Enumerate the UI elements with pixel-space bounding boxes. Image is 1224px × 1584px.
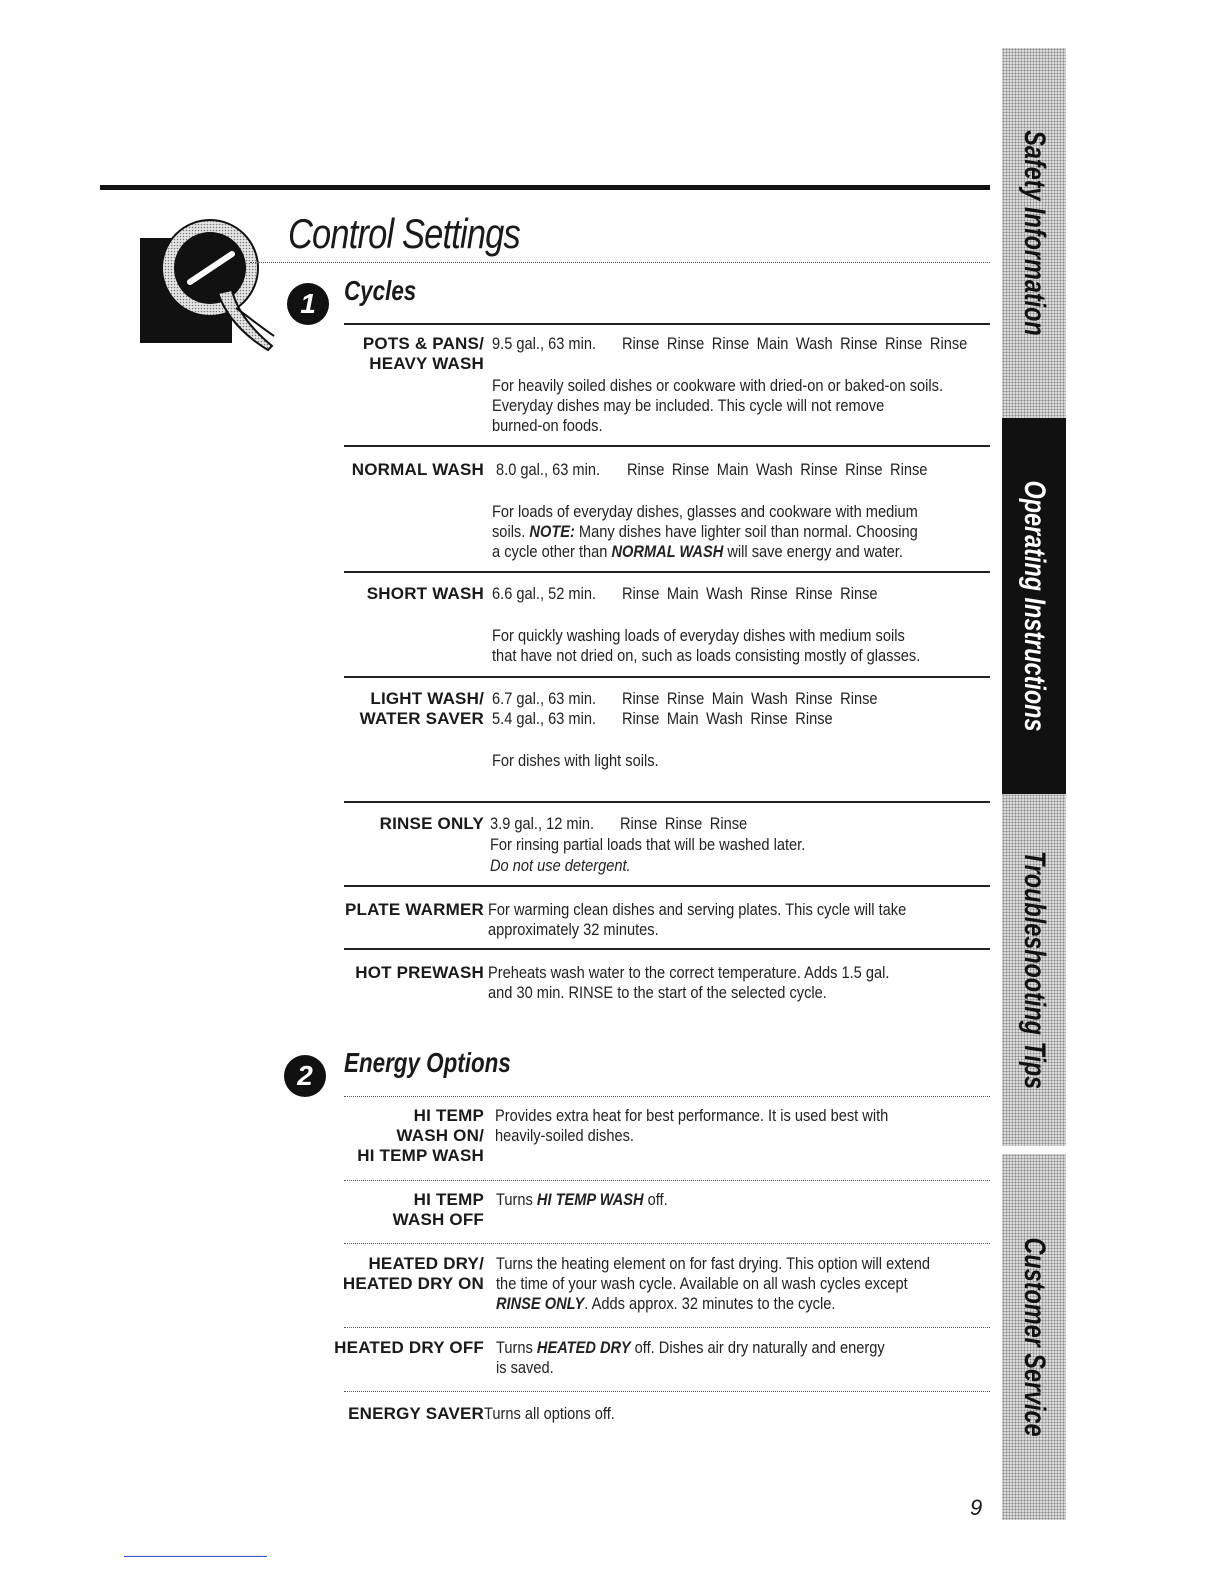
cycle-label-short-wash: SHORT WASH [366, 584, 484, 603]
cycle-description: For dishes with light soils. [492, 751, 659, 770]
option-label-energy-saver: ENERGY SAVER [348, 1404, 484, 1423]
cycle-steps: Rinse Rinse Rinse [620, 814, 748, 833]
divider [344, 948, 990, 950]
cycle-description: For warming clean dishes and serving plates. This cycle will take approximately 32 minutes. [488, 900, 907, 939]
divider [344, 445, 990, 447]
section-number-badge: 1 [287, 283, 329, 325]
tab-troubleshooting-tips[interactable]: Troubleshooting Tips [1002, 794, 1066, 1146]
cycle-steps: Rinse Rinse Main Wash Rinse Rinse Rinse [627, 460, 928, 479]
energy-options-heading: Energy Options [344, 1047, 511, 1078]
cycle-spec: 3.9 gal., 12 min. [490, 814, 595, 833]
tab-safety-information[interactable]: Safety Information [1002, 48, 1066, 418]
divider [344, 571, 990, 573]
cycle-label-plate-warmer: PLATE WARMER [344, 900, 484, 919]
cycle-spec: 6.7 gal., 63 min. [492, 689, 597, 708]
tab-operating-instructions[interactable]: Operating Instructions [1002, 418, 1066, 794]
divider [344, 323, 990, 325]
emphasis: HI TEMP WASH [536, 1190, 644, 1209]
cycle-steps: Rinse Main Wash Rinse Rinse Rinse [622, 584, 878, 603]
cycle-warning: Do not use detergent. [490, 856, 631, 875]
cycle-label-rinse-only: RINSE ONLY [379, 814, 484, 833]
divider [344, 885, 990, 887]
page-title: Control Settings [288, 210, 520, 257]
cycle-spec: 5.4 gal., 63 min. [492, 709, 597, 728]
cycle-label-pots-pans: POTS & PANS/ HEAVY WASH [362, 334, 484, 373]
option-label-heated-dry-on: HEATED DRY/ HEATED DRY ON [342, 1254, 484, 1293]
cycle-description: For quickly washing loads of everyday dishes with medium soils that have not dried on, such as loads consisting mostly of glasses. [492, 626, 921, 665]
note-label: NOTE: [529, 522, 575, 541]
bottom-link-underline [124, 1556, 267, 1557]
dotted-divider [344, 1327, 990, 1328]
cycle-label-normal-wash: NORMAL WASH [351, 460, 484, 479]
cycle-steps: Rinse Main Wash Rinse Rinse [622, 709, 833, 728]
page-number: 9 [970, 1495, 983, 1520]
cycle-steps: Rinse Rinse Rinse Main Wash Rinse Rinse Rinse [622, 334, 968, 353]
cycle-description: For heavily soiled dishes or cookware with dried-on or baked-on soils. Everyday dishes may be included. This cycle will not remove burned-on foods. [492, 376, 944, 435]
dotted-divider [344, 1391, 990, 1392]
cycle-description: Preheats wash water to the correct temperature. Adds 1.5 gal. and 30 min. RINSE to the start of the selected cycle. [488, 963, 890, 1002]
dotted-divider [344, 1243, 990, 1244]
option-description: Provides extra heat for best performance. It is used best with heavily-soiled dishes. [495, 1106, 889, 1145]
dotted-divider [344, 1180, 990, 1181]
option-description: Turns HEATED DRY off. Dishes air dry naturally and energy is saved. [496, 1338, 885, 1377]
tab-customer-service[interactable]: Customer Service [1002, 1154, 1066, 1520]
option-description: Turns all options off. [484, 1404, 615, 1423]
cycles-heading: Cycles [344, 275, 417, 306]
cycle-label-hot-prewash: HOT PREWASH [355, 963, 484, 982]
cycle-steps: Rinse Rinse Main Wash Rinse Rinse [622, 689, 878, 708]
title-dotted-rule [250, 262, 990, 263]
option-label-hi-temp-wash-off: HI TEMP WASH OFF [392, 1190, 484, 1229]
cycle-description: For rinsing partial loads that will be washed later. [490, 835, 806, 854]
cycle-spec: 9.5 gal., 63 min. [492, 334, 597, 353]
emphasis: RINSE ONLY [496, 1294, 585, 1313]
option-description: Turns HI TEMP WASH off. [496, 1190, 668, 1209]
option-label-hi-temp-wash-on: HI TEMP WASH ON/ HI TEMP WASH [357, 1106, 484, 1165]
divider [344, 676, 990, 678]
control-dial-icon [140, 208, 280, 378]
cycle-spec: 6.6 gal., 52 min. [492, 584, 597, 603]
cycle-spec: 8.0 gal., 63 min. [496, 460, 601, 479]
section-tabs [1002, 48, 1066, 1520]
section-number-badge: 2 [284, 1055, 326, 1097]
emphasis: HEATED DRY [536, 1338, 631, 1357]
header-rule [100, 185, 990, 190]
dotted-divider [344, 1096, 990, 1097]
option-label-heated-dry-off: HEATED DRY OFF [334, 1338, 484, 1357]
cycle-description: For loads of everyday dishes, glasses and cookware with medium soils. NOTE: Many dishes have lighter soil than normal. Choosing a cycle other than NORMAL WASH will save energy and water. [492, 502, 918, 561]
divider [344, 801, 990, 803]
option-description: Turns the heating element on for fast drying. This option will extend the time of your wash cycle. Available on all wash cycles except RINSE ONLY. Adds approx. 32 minutes to the cycle. [496, 1254, 930, 1313]
emphasis: NORMAL WASH [611, 542, 724, 561]
cycle-label-light-wash: LIGHT WASH/ WATER SAVER [359, 689, 484, 728]
